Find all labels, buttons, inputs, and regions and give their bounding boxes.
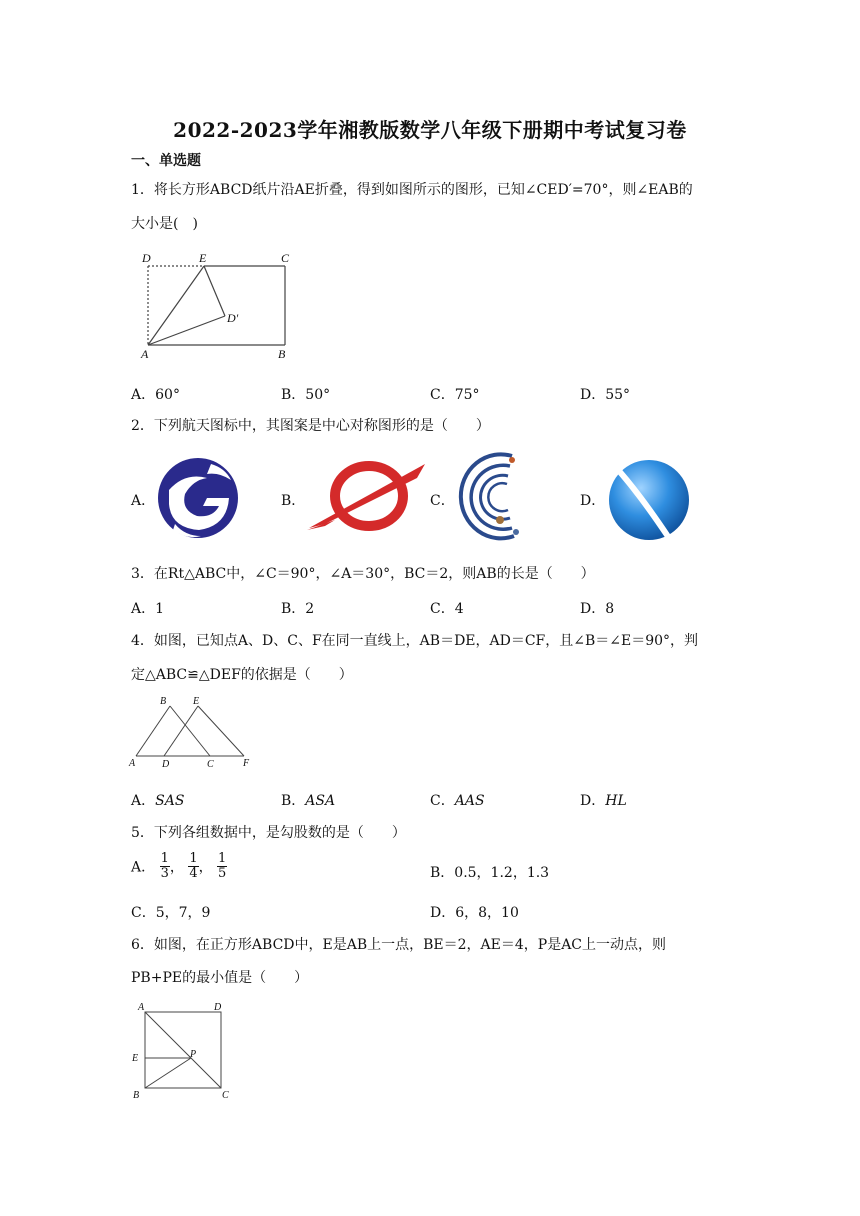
- q4-figure: [126, 694, 258, 770]
- q1-label-E: E: [199, 251, 207, 265]
- q2-option-c-label[interactable]: C．: [430, 493, 455, 509]
- q4-option-a[interactable]: A．SAS: [131, 793, 185, 809]
- q3-option-c[interactable]: C．4: [430, 601, 464, 617]
- q2-text: 2．下列航天图标中，其图案是中心对称图形的是（ ）: [131, 418, 490, 434]
- q5-option-d[interactable]: D．6，8，10: [430, 905, 519, 921]
- q1-option-b[interactable]: B．50°: [281, 387, 331, 403]
- q4-option-d[interactable]: D．HL: [580, 793, 627, 809]
- q4-label-D: D: [162, 759, 170, 770]
- q2-option-d-label[interactable]: D．: [580, 493, 606, 509]
- q1-option-c[interactable]: C．75°: [430, 387, 480, 403]
- q4-text-line2: 定△ABC≌△DEF的依据是（ ）: [131, 667, 353, 683]
- q5-option-b[interactable]: B．0.5，1.2，1.3: [430, 865, 550, 881]
- q5-frac-2: $\frac{1}{4}$: [189, 851, 198, 881]
- q4-option-b[interactable]: B．ASA: [281, 793, 336, 809]
- q6-figure: [128, 998, 236, 1102]
- orbit-arcs-logo-icon: [452, 450, 532, 542]
- q6-text-line1: 6．如图，在正方形ABCD中，E是AB上一点，BE＝2，AE＝4，P是AC上一动点，则: [131, 937, 667, 953]
- q4-label-A: A: [129, 758, 136, 769]
- q6-label-P: P: [190, 1049, 197, 1060]
- q5-frac-1: $\frac{1}{3}$: [160, 851, 169, 881]
- q6-text-line2: PB+PE的最小值是（ ）: [131, 970, 309, 986]
- q5-option-a[interactable]: A． $\frac{1}{3}$ ， $\frac{1}{4}$ ， $\frac{1}{5}$: [131, 851, 227, 881]
- q3-option-d[interactable]: D．8: [580, 601, 615, 617]
- q4-label-C: C: [207, 759, 214, 770]
- q1-option-a[interactable]: A．60°: [131, 387, 180, 403]
- q6-label-B: B: [133, 1090, 140, 1101]
- q1-label-B: B: [278, 347, 286, 361]
- q5-frac-3: $\frac{1}{5}$: [218, 851, 227, 881]
- swirl-g-logo-icon: [155, 454, 241, 542]
- q4-text-line1: 4．如图，已知点A、D、C、F在同一直线上，AB＝DE，AD＝CF，且∠B＝∠E＝90°，判: [131, 633, 699, 649]
- q1-label-A: A: [141, 347, 149, 361]
- q1-option-d[interactable]: D．55°: [580, 387, 631, 403]
- q5-text: 5．下列各组数据中，是勾股数的是（ ）: [131, 825, 406, 841]
- section-heading: 一、单选题: [131, 153, 201, 169]
- q1-label-Dprime: D': [227, 311, 239, 325]
- q6-label-A: A: [138, 1002, 145, 1013]
- q5-option-c[interactable]: C．5，7，9: [131, 905, 211, 921]
- page-title: 2022-2023学年湘教版数学八年级下册期中考试复习卷: [173, 118, 687, 142]
- q3-option-b[interactable]: B．2: [281, 601, 315, 617]
- q4-label-F: F: [243, 758, 250, 769]
- q4-option-c[interactable]: C．AAS: [430, 793, 485, 809]
- q1-label-C: C: [281, 251, 290, 265]
- q6-label-E: E: [132, 1053, 139, 1064]
- q3-text: 3．在Rt△ABC中，∠C＝90°，∠A＝30°，BC＝2，则AB的长是（ ）: [131, 566, 595, 582]
- red-slash-ring-logo-icon: [305, 460, 431, 532]
- blue-sphere-logo-icon: [603, 454, 691, 542]
- q1-label-D: D: [142, 251, 151, 265]
- q6-label-D: D: [214, 1002, 222, 1013]
- q1-text-line2: 大小是( ): [131, 216, 198, 232]
- q3-option-a[interactable]: A．1: [131, 601, 165, 617]
- q6-label-C: C: [222, 1090, 229, 1101]
- q4-label-E: E: [193, 696, 200, 707]
- q1-text-line1: 1．将长方形ABCD纸片沿AE折叠，得到如图所示的图形，已知∠CED′=70°，则∠EAB的: [131, 182, 693, 198]
- q1-figure: [138, 248, 298, 364]
- q2-option-a-label[interactable]: A．: [131, 493, 156, 509]
- q2-option-b-label[interactable]: B．: [281, 493, 306, 509]
- q4-label-B: B: [160, 696, 167, 707]
